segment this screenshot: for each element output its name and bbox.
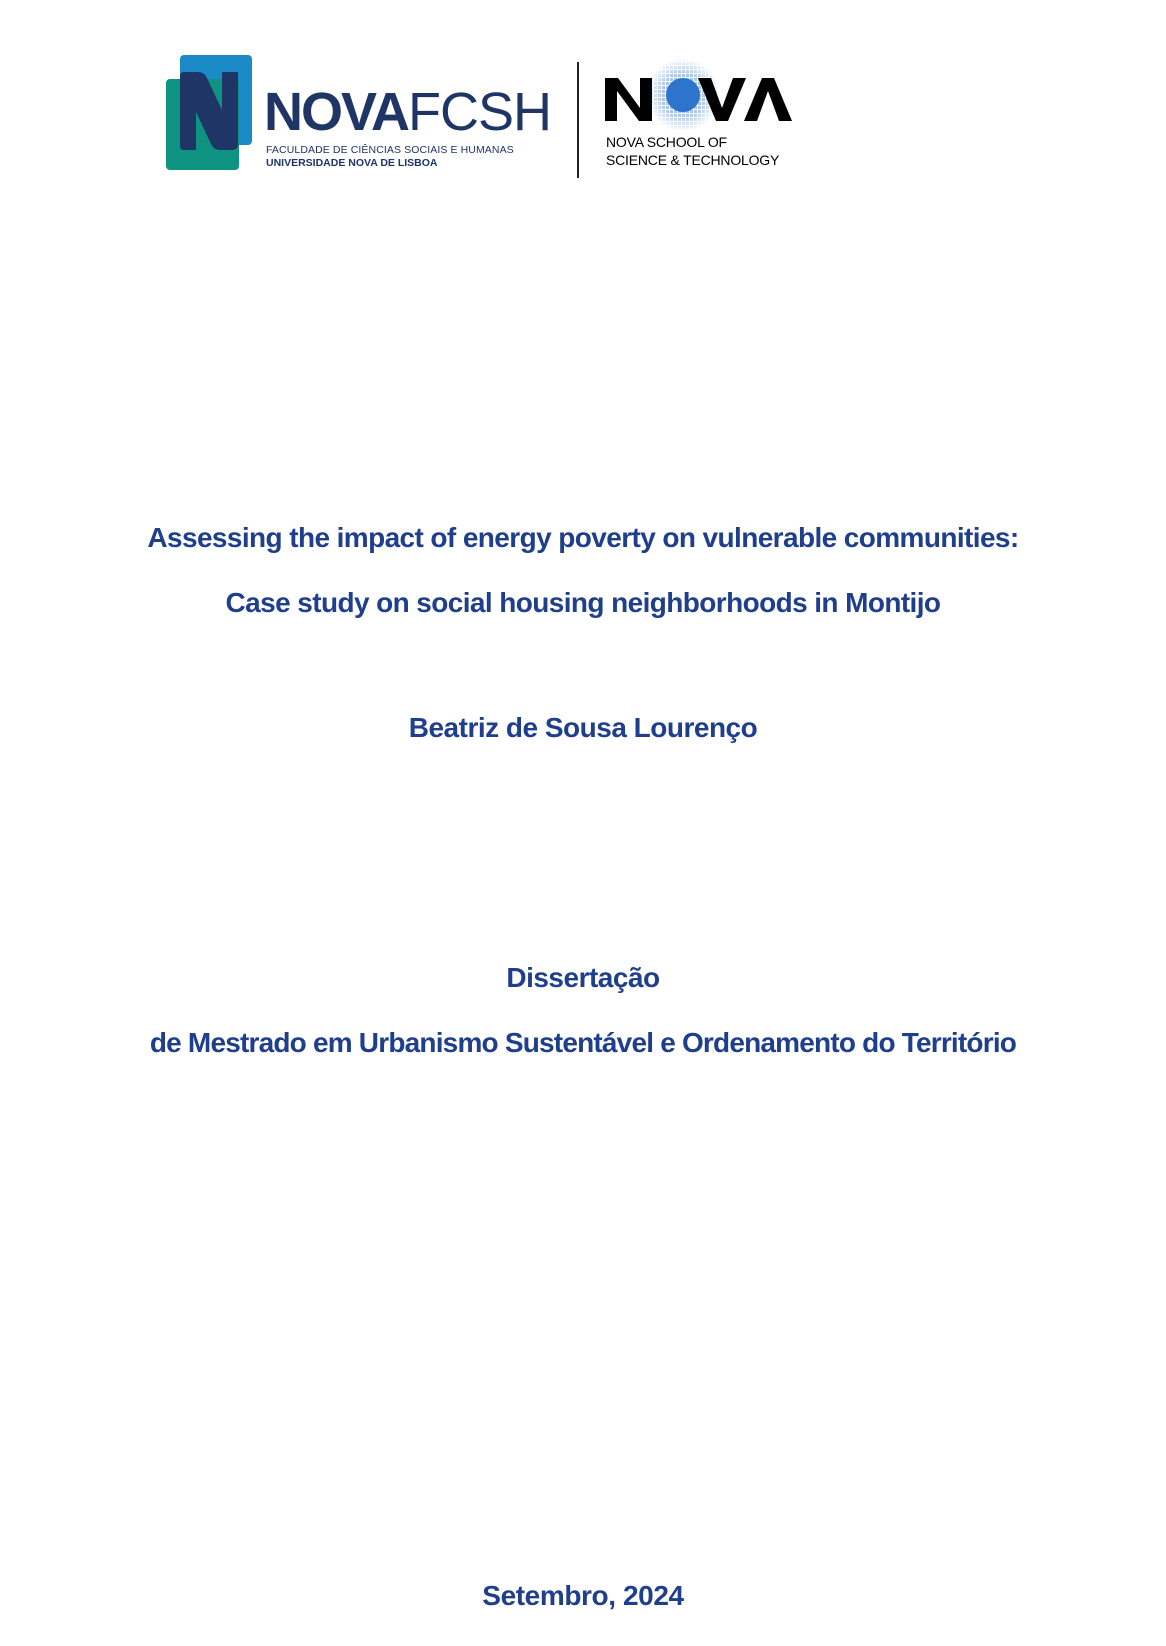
fcsh-faculty-name: FACULDADE DE CIÊNCIAS SOCIAIS E HUMANAS xyxy=(266,144,514,156)
fcsh-n-mark-icon xyxy=(178,72,240,150)
fcsh-wordmark-bold: NOVA xyxy=(264,82,409,142)
submission-date: Setembro, 2024 xyxy=(482,1580,684,1611)
author-name: Beatriz de Sousa Lourenço xyxy=(408,712,758,743)
fcsh-university-name: UNIVERSIDADE NOVA DE LISBOA xyxy=(266,157,438,169)
nova-school-line-2: SCIENCE & TECHNOLOGY xyxy=(606,152,780,168)
degree-name: de Mestrado em Urbanismo Sustentável e Ordenamento do Território xyxy=(149,1027,1017,1058)
logo-divider xyxy=(577,62,579,178)
nova-wordmark-icon xyxy=(598,58,808,133)
fcsh-wordmark-light: FCSH xyxy=(408,82,552,142)
fcsh-wordmark xyxy=(264,84,551,140)
document-type: Dissertação xyxy=(506,962,660,993)
thesis-title-line-1: Assessing the impact of energy poverty on vulnerable communities: xyxy=(147,522,1019,553)
nova-school-line-1: NOVA SCHOOL OF xyxy=(606,134,727,150)
thesis-title-line-2: Case study on social housing neighborhoods in Montijo xyxy=(225,587,941,618)
